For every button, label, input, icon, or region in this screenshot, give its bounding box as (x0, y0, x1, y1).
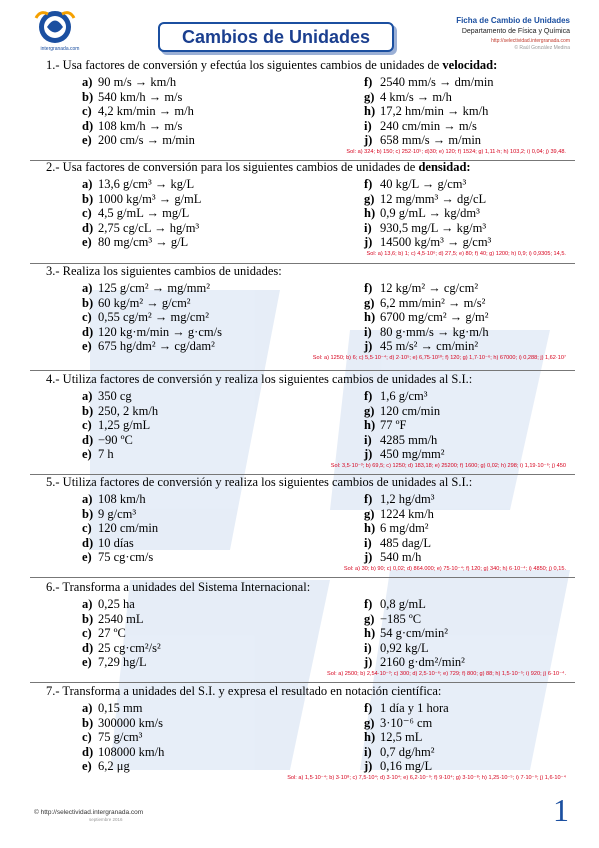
exercise-item (82, 730, 332, 745)
item-text: 7,29 hg/L (98, 655, 147, 670)
item-letter: h) (364, 104, 376, 119)
item-text: 1,2 hg/dm³ (380, 492, 435, 506)
item-text: 0,25 ha (98, 597, 135, 611)
item-text: 1,6 g/cm³ (380, 389, 428, 403)
exercise-1 (46, 58, 566, 155)
item-text: 0,55 cg/m² → mg/cm² (98, 310, 209, 325)
exercise-item (82, 492, 332, 507)
exercise-item (364, 206, 599, 221)
item-letter: j) (364, 550, 373, 565)
exercise-item (364, 90, 599, 105)
item-letter: f) (364, 389, 373, 403)
item-text: 14500 kg/m³ → g/cm³ (380, 235, 492, 250)
item-text: 108 km/h (98, 492, 146, 506)
exercise-item (364, 433, 599, 448)
item-text: 2540 mm/s → dm/min (380, 75, 494, 89)
exercise-item (364, 119, 599, 134)
item-letter: i) (364, 324, 372, 339)
item-text: 0,7 dg/hm² (380, 744, 435, 759)
item-letter: d) (82, 744, 94, 759)
item-text: 540 m/h (380, 550, 422, 565)
item-text: 6 mg/dm² (380, 521, 429, 536)
item-text: 2160 g·dm²/min² (380, 655, 465, 670)
exercise-title-text: 1.- Usa factores de conversión y efectúa los siguientes cambios de unidades de (46, 58, 443, 72)
exercise-item (364, 325, 599, 340)
item-letter: c) (82, 418, 92, 433)
exercise-4 (46, 372, 566, 469)
exercise-6 (46, 580, 566, 677)
item-text: 930,5 mg/L → kg/m³ (380, 220, 487, 235)
item-letter: c) (82, 206, 92, 221)
item-text: 12 kg/m² → cg/cm² (380, 281, 479, 295)
item-letter: b) (82, 403, 94, 418)
exercise-item (82, 192, 332, 207)
item-letter: j) (364, 235, 373, 250)
logo-text: intergranada.com (40, 46, 80, 52)
exercise-item (364, 492, 599, 507)
exercise-item (364, 507, 599, 522)
item-letter: f) (364, 701, 373, 715)
solution-line: Sol: a) 13,6; b) 1; c) 4,5·10⁶; d) 27,5; e) 80; f) 40; g) 1200; h) 0,9; i) 0,9305; 14,5. (366, 250, 566, 257)
item-letter: e) (82, 550, 92, 565)
item-letter: i) (364, 535, 372, 550)
item-text: 80 g·mm/s → kg·m/h (380, 324, 489, 339)
item-letter: e) (82, 447, 92, 462)
exercise-item (364, 221, 599, 236)
item-text: 1000 kg/m³ → g/mL (98, 191, 202, 206)
exercise-title (46, 160, 566, 175)
exercise-item (364, 404, 599, 419)
item-letter: a) (82, 177, 93, 191)
exercise-item (364, 418, 599, 433)
item-text: 80 mg/cm³ → g/L (98, 235, 189, 250)
item-letter: f) (364, 492, 373, 506)
exercise-item (364, 550, 599, 565)
exercise-item (82, 75, 332, 90)
item-letter: d) (82, 640, 94, 655)
exercise-item (364, 521, 599, 536)
item-letter: g) (364, 506, 375, 521)
exercise-item (82, 404, 332, 419)
exercise-title (46, 684, 566, 699)
exercise-title-bold: velocidad: (442, 58, 498, 72)
exercise-title-bold: densidad: (418, 160, 471, 174)
item-letter: f) (364, 597, 373, 611)
exercise-item (82, 119, 332, 134)
exercise-item (82, 655, 332, 670)
header-info (456, 16, 570, 51)
solution-line: Sol: a) 1,5·10⁻⁴; b) 3·10⁸; c) 7,5·10⁴; d) 3·10⁴; e) 6,2·10⁻⁹; f) 9·10⁴; g) 3·10⁻⁸; h) 1,25·10⁻⁵; i) 7·10⁻⁹; j) 1,6·10⁻⁴ (287, 774, 566, 781)
item-text: 60 kg/m² → g/cm² (98, 295, 191, 310)
exercise-item (82, 296, 332, 311)
exercise-item (82, 447, 332, 462)
exercise-title-text: 5.- Utiliza factores de conversión y realiza los siguientes cambios de unidades al S.I.: (46, 475, 473, 489)
item-letter: f) (364, 281, 373, 295)
item-text: 77 ºF (380, 418, 407, 433)
item-letter: d) (82, 118, 94, 133)
item-text: 54 g·cm/min² (380, 626, 448, 641)
item-text: 240 cm/min → m/s (380, 118, 477, 133)
exercise-item (82, 235, 332, 250)
exercise-title (46, 372, 566, 387)
item-letter: c) (82, 730, 92, 745)
exercise-item (82, 339, 332, 354)
exercise-items (46, 177, 566, 250)
item-letter: j) (364, 133, 373, 148)
exercise-item (364, 177, 599, 192)
solution-line: Sol: a) 324; b) 150; c) 252·10⁵; d)30; e) 120; f) 1524; g) 1,11·h; h) 103,2; i) 0,04; j) 39,48. (346, 148, 566, 155)
exercise-item (364, 730, 599, 745)
exercise-item (364, 192, 599, 207)
item-text: 1224 km/h (380, 506, 434, 521)
exercise-item (364, 310, 599, 325)
item-letter: g) (364, 403, 375, 418)
item-letter: b) (82, 715, 94, 730)
exercise-items (46, 75, 566, 148)
item-text: 540 km/h → m/s (98, 89, 183, 104)
item-text: 75 cg·cm/s (98, 550, 154, 565)
item-text: 120 cm/min (98, 521, 159, 536)
page-title: Cambios de Unidades (181, 26, 371, 47)
item-letter: c) (82, 310, 92, 325)
exercise-title (46, 475, 566, 490)
exercise-item (364, 281, 599, 296)
item-letter: d) (82, 220, 94, 235)
exercise-items (46, 597, 566, 670)
solution-line: Sol: a) 30; b) 90; c) 0,02; d) 864.000; e) 75·10⁻⁴; f) 120; g) 340; h) 6·10⁻⁴; i) 4850; j) 0,15. (343, 565, 566, 572)
divider (30, 370, 575, 371)
exercise-item (82, 536, 332, 551)
item-text: −185 ºC (380, 611, 422, 626)
item-text: 1,25 g/mL (98, 418, 151, 433)
solution-line: Sol: 3,5·10⁻³; b) 69,5; c) 1250; d) 183,18; e) 25200; f) 1600; g) 0,02; h) 298; i) 1,19·10⁻⁶; j) 450 (330, 462, 566, 469)
header-author: © Raúl González Medina (514, 45, 570, 51)
item-letter: g) (364, 715, 375, 730)
item-letter: a) (82, 281, 93, 295)
item-letter: f) (364, 177, 373, 191)
item-letter: h) (364, 206, 376, 221)
exercise-item (364, 339, 599, 354)
exercise-item (82, 177, 332, 192)
item-letter: h) (364, 521, 376, 536)
title-box (158, 22, 394, 52)
item-letter: a) (82, 492, 93, 506)
item-text: 300000 km/s (98, 715, 163, 730)
item-text: 45 m/s² → cm/min² (380, 339, 479, 354)
footer-date: septiembre 2016 (89, 817, 123, 822)
item-text: 108 km/h → m/s (98, 118, 183, 133)
item-text: 0,15 mm (98, 701, 143, 715)
item-letter: g) (364, 191, 375, 206)
item-text: 4,5 g/mL → mg/L (98, 206, 190, 221)
item-letter: f) (364, 75, 373, 89)
exercise-item (82, 281, 332, 296)
item-letter: b) (82, 295, 94, 310)
exercise-item (82, 389, 332, 404)
exercise-title-text: 2.- Usa factores de conversión para los siguientes cambios de unidades de (46, 160, 419, 174)
exercise-item (82, 325, 332, 340)
item-text: 10 días (98, 535, 134, 550)
exercise-item (364, 235, 599, 250)
item-letter: i) (364, 118, 372, 133)
item-text: 6,2 μg (98, 759, 130, 774)
exercise-title-text: 4.- Utiliza factores de conversión y realiza los siguientes cambios de unidades al S.I.: (46, 372, 473, 386)
item-text: 90 m/s → km/h (98, 75, 177, 89)
item-letter: b) (82, 611, 94, 626)
item-letter: d) (82, 432, 94, 447)
exercise-item (82, 716, 332, 731)
item-letter: c) (82, 626, 92, 641)
page-footer (34, 809, 143, 822)
page-number: 1 (553, 792, 569, 828)
exercise-item (82, 701, 332, 716)
exercise-item (364, 536, 599, 551)
exercise-5 (46, 475, 566, 572)
item-text: 7 h (98, 447, 114, 462)
exercise-7 (46, 684, 566, 781)
exercise-item (364, 759, 599, 774)
exercise-item (82, 641, 332, 656)
exercise-item (364, 75, 599, 90)
item-letter: h) (364, 626, 376, 641)
header-worksheet-name: Ficha de Cambio de Unidades (456, 16, 570, 25)
exercise-title-text: 3.- Realiza los siguientes cambios de unidades: (46, 264, 282, 278)
item-letter: d) (82, 535, 94, 550)
exercise-item (364, 389, 599, 404)
exercise-items (46, 701, 566, 774)
exercise-item (82, 310, 332, 325)
exercise-items (46, 281, 566, 354)
item-text: 4,2 km/min → m/h (98, 104, 194, 119)
item-letter: e) (82, 759, 92, 774)
item-text: 120 cm/min (380, 403, 441, 418)
item-text: 27 ºC (98, 626, 126, 641)
item-letter: g) (364, 295, 375, 310)
item-text: 6,2 mm/min² → m/s² (380, 295, 486, 310)
item-text: 12,5 mL (380, 730, 423, 745)
item-letter: i) (364, 640, 372, 655)
item-text: 75 g/cm³ (98, 730, 143, 745)
item-text: 2,75 cg/cL → hg/m³ (98, 220, 200, 235)
item-letter: e) (82, 133, 92, 148)
item-text: 9 g/cm³ (98, 506, 137, 521)
exercise-title (46, 58, 566, 73)
item-text: 4285 mm/h (380, 432, 438, 447)
exercise-item (364, 745, 599, 760)
item-text: 450 mg/mm² (380, 447, 445, 462)
item-text: 485 dag/L (380, 535, 432, 550)
exercise-item (364, 296, 599, 311)
item-letter: h) (364, 418, 376, 433)
item-text: 108000 km/h (98, 744, 165, 759)
item-letter: h) (364, 310, 376, 325)
item-letter: e) (82, 339, 92, 354)
exercise-item (82, 507, 332, 522)
item-letter: e) (82, 235, 92, 250)
exercise-item (364, 597, 599, 612)
header-department: Departamento de Física y Química (461, 28, 570, 35)
exercise-3 (46, 264, 566, 361)
solution-line: Sol: a) 2500; b) 2,54·10⁻³; c) 300; d) 2,5·10⁻⁶; e) 729; f) 800; g) 88; h) 1,5·10⁻⁵; i) 920; j) 6·10⁻⁴. (327, 670, 566, 677)
item-letter: a) (82, 701, 93, 715)
item-text: 675 hg/dm² → cg/dam² (98, 339, 215, 354)
exercise-2 (46, 160, 566, 257)
item-text: 350 cg (98, 389, 132, 403)
item-text: 0,9 g/mL → kg/dm³ (380, 206, 480, 221)
exercise-item (82, 90, 332, 105)
exercise-item (82, 550, 332, 565)
item-text: 6700 mg/cm² → g/m² (380, 310, 489, 325)
exercise-title (46, 264, 566, 279)
solution-line: Sol: a) 1250; b) 6; c) 5,5·10⁻⁴; d) 2·10⁵; e) 6,75·10¹⁰; f) 120; g) 1,7·10⁻⁶; h) 67000; i) 0,288; j) 1,62·10⁷ (312, 354, 566, 361)
item-text: 40 kg/L → g/cm³ (380, 177, 467, 191)
exercise-item (364, 641, 599, 656)
item-text: −90 ºC (98, 432, 133, 447)
page-header (30, 8, 570, 56)
exercise-title-text: 6.- Transforma a unidades del Sistema Internacional: (46, 580, 311, 594)
exercise-items (46, 389, 566, 462)
item-letter: g) (364, 89, 375, 104)
item-text: 125 g/cm² → mg/mm² (98, 281, 211, 295)
item-letter: d) (82, 324, 94, 339)
divider (30, 577, 575, 578)
exercise-item (364, 701, 599, 716)
exercise-item (364, 133, 599, 148)
footer-url[interactable]: © http://selectividad.intergranada.com (34, 809, 144, 816)
item-letter: j) (364, 759, 373, 774)
item-text: 0,16 mg/L (380, 759, 433, 774)
item-text: 0,92 kg/L (380, 640, 429, 655)
item-letter: j) (364, 655, 373, 670)
item-letter: e) (82, 655, 92, 670)
item-letter: h) (364, 730, 376, 745)
item-letter: i) (364, 432, 372, 447)
item-letter: g) (364, 611, 375, 626)
item-text: 25 cg·cm²/s² (98, 640, 161, 655)
exercise-item (82, 759, 332, 774)
item-text: 0,8 g/mL (380, 597, 426, 611)
exercise-item (82, 433, 332, 448)
item-letter: c) (82, 104, 92, 119)
item-text: 17,2 hm/min → km/h (380, 104, 489, 119)
item-letter: j) (364, 447, 373, 462)
item-text: 120 kg·m/min → g·cm/s (98, 324, 222, 339)
header-url[interactable]: http://selectividad.intergranada.com (491, 38, 570, 44)
item-letter: i) (364, 220, 372, 235)
item-text: 4 km/s → m/h (380, 89, 452, 104)
item-letter: a) (82, 75, 93, 89)
divider (30, 682, 575, 683)
item-text: 12 mg/mm³ → dg/cL (380, 191, 487, 206)
item-letter: a) (82, 597, 93, 611)
item-letter: b) (82, 506, 94, 521)
exercise-item (364, 655, 599, 670)
item-letter: c) (82, 521, 92, 536)
exercise-item (82, 221, 332, 236)
item-text: 2540 mL (98, 611, 144, 626)
item-letter: j) (364, 339, 373, 354)
item-text: 3·10⁻⁶ cm (380, 715, 433, 730)
exercise-item (82, 418, 332, 433)
exercise-item (82, 597, 332, 612)
exercise-item (364, 447, 599, 462)
exercise-title-text: 7.- Transforma a unidades del S.I. y expresa el resultado en notación científica: (46, 684, 442, 698)
exercise-item (364, 612, 599, 627)
item-text: 250, 2 km/h (98, 403, 159, 418)
item-letter: b) (82, 89, 94, 104)
item-letter: a) (82, 389, 93, 403)
exercise-item (82, 745, 332, 760)
item-text: 658 mm/s → m/min (380, 133, 482, 148)
exercise-item (82, 612, 332, 627)
exercise-items (46, 492, 566, 565)
exercise-item (82, 133, 332, 148)
item-text: 13,6 g/cm³ → kg/L (98, 177, 195, 191)
item-letter: b) (82, 191, 94, 206)
item-text: 1 día y 1 hora (380, 701, 449, 715)
exercise-item (364, 104, 599, 119)
exercise-item (82, 104, 332, 119)
exercise-item (82, 626, 332, 641)
item-text: 200 cm/s → m/min (98, 133, 195, 148)
exercise-item (364, 626, 599, 641)
exercise-item (82, 206, 332, 221)
exercise-item (364, 716, 599, 731)
item-letter: i) (364, 744, 372, 759)
exercise-title (46, 580, 566, 595)
exercise-item (82, 521, 332, 536)
